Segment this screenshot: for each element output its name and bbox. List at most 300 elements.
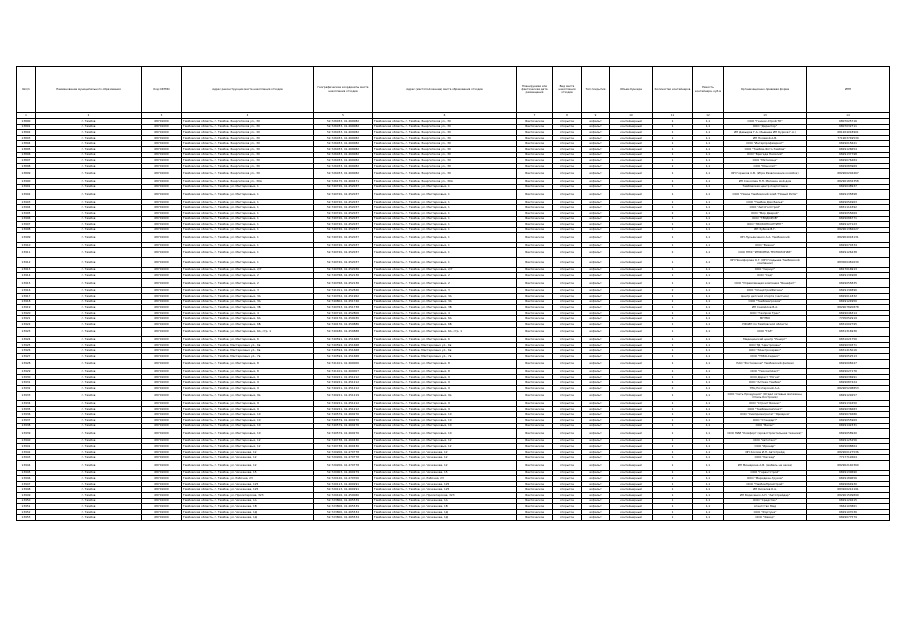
container-capacity-cell: 1,1 <box>693 288 724 294</box>
row-number: 13900 <box>17 178 36 184</box>
container-capacity-cell: 1,1 <box>693 227 724 233</box>
placement-date-cell: Фактическое <box>517 438 553 444</box>
placement-date-cell: Фактическое <box>517 242 553 248</box>
surface-type-cell: асфальт <box>582 401 610 407</box>
row-number: 13949 <box>17 493 36 499</box>
placement-date-cell: Фактическое <box>517 449 553 455</box>
site-type-cell: открытое <box>553 417 582 423</box>
source-address-cell: Тамбовская область, г. Тамбов, ул. Мастерковых, 9а <box>373 391 517 401</box>
municipality-cell: г. Тамбов <box>36 258 142 268</box>
site-address-cell: Тамбовская область, г. Тамбов, ул. Мастерковых, 10 <box>182 429 314 439</box>
bin-volume-cell: контейнерный <box>610 205 653 211</box>
source-address-cell: Тамбовская область, г. Тамбов, Энергетиков ул., 30 <box>373 119 517 125</box>
row-number: 13894 <box>17 141 36 147</box>
oktmo-cell: 68701000 <box>142 242 182 248</box>
surface-type-cell: асфальт <box>582 242 610 248</box>
site-address-cell: Тамбовская область, г. Тамбов, ул. Мастерковых, 12 <box>182 438 314 444</box>
col-header: Тип покрытия <box>582 67 610 113</box>
coordinates-cell: 52.740720, 41.452037 <box>314 205 373 211</box>
surface-type-cell: асфальт <box>582 406 610 412</box>
row-number: 13899 <box>17 169 36 179</box>
municipality-cell: г. Тамбов <box>36 493 142 499</box>
inn-cell: 6829011832 <box>807 294 890 300</box>
inn-cell: 6829083969 <box>807 163 890 169</box>
container-count-cell: 1 <box>653 205 693 211</box>
oktmo-cell: 68701000 <box>142 412 182 418</box>
municipality-cell: г. Тамбов <box>36 242 142 248</box>
placement-date-cell: Фактическое <box>517 222 553 228</box>
placement-date-cell: Фактическое <box>517 199 553 205</box>
inn-cell: 6829064930 <box>807 481 890 487</box>
row-number: 13940 <box>17 438 36 444</box>
coordinates-cell: 52.740716, 41.452806 <box>314 310 373 316</box>
site-type-cell: открытое <box>553 406 582 412</box>
site-address-cell: Тамбовская область, г. Тамбов, ул. Мастерковых, 4 <box>182 310 314 316</box>
organization-cell: Центр детской спорта (частное) <box>724 294 807 300</box>
site-address-cell: Тамбовская область, г. Тамбов, Энергетиков ул., 30 <box>182 163 314 169</box>
source-address-cell: Тамбовская область, г. Тамбов, ул. Чичканова, 12 <box>373 449 517 455</box>
row-number: 13936 <box>17 412 36 418</box>
bin-volume-cell: контейнерный <box>610 423 653 429</box>
site-type-cell: открытое <box>553 412 582 418</box>
container-capacity-cell: 1,1 <box>693 406 724 412</box>
table-row <box>17 190 890 200</box>
container-capacity-cell: 1,1 <box>693 470 724 476</box>
container-count-cell: 1 <box>653 184 693 190</box>
placement-date-cell: Фактическое <box>517 359 553 369</box>
bin-volume-cell: контейнерный <box>610 470 653 476</box>
site-address-cell: Тамбовская область, г. Тамбов, ул. Мастерковых, 1 <box>182 216 314 222</box>
organization-cell: ООО "СпецСтройРегион" <box>724 288 807 294</box>
site-address-cell: Тамбовская область, г. Тамбов, ул. Мастерковых, 10 <box>182 417 314 423</box>
inn-cell: 6829008247 <box>807 359 890 369</box>
site-address-cell: Тамбовская область, г. Тамбов, ул. Мастерковых, 8 <box>182 359 314 369</box>
surface-type-cell: асфальт <box>582 369 610 375</box>
site-type-cell: открытое <box>553 169 582 179</box>
coordinates-cell: 52.740768, 41.452036 <box>314 267 373 273</box>
row-number: 13923 <box>17 327 36 337</box>
site-address-cell: Тамбовская область, г. Тамбов, ул. Мастерковых, 2/7 <box>182 267 314 273</box>
source-address-cell: Тамбовская область, г. Тамбов, ул. Мастерковых, 6Б <box>373 322 517 328</box>
organization-cell: ООО "Меридиан-Грузов" <box>724 476 807 482</box>
surface-type-cell: асфальт <box>582 493 610 499</box>
oktmo-cell: 68701000 <box>142 227 182 233</box>
container-capacity-cell: 1,1 <box>693 461 724 471</box>
municipality-cell: г. Тамбов <box>36 222 142 228</box>
column-number: 7 <box>517 113 553 119</box>
site-type-cell: открытое <box>553 493 582 499</box>
registry-sheet <box>16 66 889 521</box>
source-address-cell: Тамбовская область, г. Тамбов, Мастерковых ул., 6в <box>373 348 517 354</box>
organization-cell: ТРЦ Почтарский А.А. <box>724 385 807 391</box>
container-capacity-cell: 1,1 <box>693 380 724 386</box>
surface-type-cell: асфальт <box>582 227 610 233</box>
oktmo-cell: 68701000 <box>142 322 182 328</box>
organization-cell: ООО "Управляющая компания "Бенефит" <box>724 278 807 288</box>
municipality-cell: г. Тамбов <box>36 515 142 521</box>
coordinates-cell: 52.740768, 41.452136 <box>314 278 373 288</box>
coordinates-cell: 52.740720, 41.452037 <box>314 242 373 248</box>
organization-cell: ИП Борисенко А.Н. "Автотрейдер" <box>724 493 807 499</box>
row-number: 13906 <box>17 216 36 222</box>
municipality-cell: г. Тамбов <box>36 470 142 476</box>
oktmo-cell: 68701000 <box>142 493 182 499</box>
site-type-cell: открытое <box>553 461 582 471</box>
column-number: 13 <box>724 113 807 119</box>
container-count-cell: 1 <box>653 141 693 147</box>
col-header: Объем бункера <box>610 67 653 113</box>
oktmo-cell: 68701000 <box>142 470 182 476</box>
site-type-cell: открытое <box>553 222 582 228</box>
organization-cell: ООО "Сеть Продукция" (Отдел сетевые магазины, Отель Кострома) <box>724 391 807 401</box>
container-count-cell: 1 <box>653 199 693 205</box>
source-address-cell: Тамбовская область, г. Тамбов, ул. Мастерковых, 4 <box>373 310 517 316</box>
organization-cell: ООО "Метелица" <box>724 158 807 164</box>
organization-cell: ООО "Иренар" <box>724 444 807 450</box>
placement-date-cell: Фактическое <box>517 515 553 521</box>
oktmo-cell: 68701000 <box>142 258 182 268</box>
container-count-cell: 2 <box>653 248 693 258</box>
placement-date-cell: Фактическое <box>517 337 553 343</box>
container-count-cell: 1 <box>653 178 693 184</box>
inn-cell: 7705052919 <box>807 316 890 322</box>
container-capacity-cell: 1,1 <box>693 305 724 311</box>
site-address-cell: Тамбовская область, г. Тамбов, ул. Мастерковых, 10 <box>182 423 314 429</box>
site-type-cell: открытое <box>553 119 582 125</box>
inn-cell: 6829054963 <box>807 199 890 205</box>
coordinates-cell: 52.720206, 41.470778 <box>314 455 373 461</box>
source-address-cell: Тамбовская область, г. Тамбов, ул. Мастерковых, 1 <box>373 233 517 243</box>
oktmo-cell: 68701000 <box>142 444 182 450</box>
source-address-cell: Тамбовская область, г. Тамбов, ул. Чичканова, 125 <box>373 481 517 487</box>
inn-cell: 682900204467 <box>807 169 890 179</box>
col-header: Адрес (местоположение) места образования отходов <box>373 67 517 113</box>
row-number: 13921 <box>17 316 36 322</box>
container-capacity-cell: 1,1 <box>693 310 724 316</box>
bin-volume-cell: контейнерный <box>610 152 653 158</box>
organization-cell: ООО "Газпром Трак" <box>724 310 807 316</box>
oktmo-cell: 68701000 <box>142 438 182 444</box>
row-number: 13930 <box>17 374 36 380</box>
placement-date-cell: Фактическое <box>517 322 553 328</box>
container-capacity-cell: 1,1 <box>693 119 724 125</box>
organization-cell: ООО "Генчик-Строй ТК" <box>724 119 807 125</box>
placement-date-cell: Фактическое <box>517 146 553 152</box>
source-address-cell: Тамбовская область, г. Тамбов, ул. Мастерковых, 3А <box>373 294 517 300</box>
container-capacity-cell: 1,1 <box>693 385 724 391</box>
site-address-cell: Тамбовская область, г. Тамбов, ул. Мастерковых, 1 <box>182 210 314 216</box>
coordinates-cell: 52.740802, 41.451746 <box>314 299 373 305</box>
site-address-cell: Тамбовская область, г. Тамбов, Энергетиков ул., 30 <box>182 158 314 164</box>
row-number: 13913 <box>17 267 36 273</box>
organization-cell: ООО "Автотекс" <box>724 438 807 444</box>
site-address-cell: Тамбовская область, г. Тамбов, ул. Мастерковых, 10 <box>182 412 314 418</box>
site-address-cell: Тамбовская область, г. Тамбов, ул. Мастерковых, 3Б <box>182 305 314 311</box>
container-count-cell: 2 <box>653 288 693 294</box>
container-capacity-cell: 1,1 <box>693 353 724 359</box>
site-address-cell: Тамбовская область, г. Тамбов, ул. Чичканова, 1В <box>182 504 314 510</box>
organization-cell: ИП Хохлов И.Н. Автотрейд <box>724 449 807 455</box>
coordinates-cell: 52.726033, 41.460082 <box>314 141 373 147</box>
site-type-cell: открытое <box>553 146 582 152</box>
site-address-cell: Тамбовская область, г. Тамбов, ул. Чичканова, 125 <box>182 481 314 487</box>
surface-type-cell: асфальт <box>582 222 610 228</box>
oktmo-cell: 68701000 <box>142 423 182 429</box>
municipality-cell: г. Тамбов <box>36 130 142 136</box>
source-address-cell: Тамбовская область, г. Тамбов, ул. Мастерковых, 9 <box>373 401 517 407</box>
row-number: 13942 <box>17 449 36 455</box>
municipality-cell: г. Тамбов <box>36 273 142 279</box>
oktmo-cell: 68701000 <box>142 476 182 482</box>
surface-type-cell: асфальт <box>582 337 610 343</box>
surface-type-cell: асфальт <box>582 455 610 461</box>
container-count-cell: 1 <box>653 401 693 407</box>
bin-volume-cell: контейнерный <box>610 487 653 493</box>
col-header: Емкость контейнера, куб.м <box>693 67 724 113</box>
container-capacity-cell: 1,1 <box>693 438 724 444</box>
placement-date-cell: Фактическое <box>517 369 553 375</box>
municipality-cell: г. Тамбов <box>36 227 142 233</box>
site-type-cell: открытое <box>553 515 582 521</box>
bin-volume-cell: контейнерный <box>610 124 653 130</box>
bin-volume-cell: контейнерный <box>610 267 653 273</box>
surface-type-cell: асфальт <box>582 348 610 354</box>
bin-volume-cell: контейнерный <box>610 310 653 316</box>
source-address-cell: Тамбовская область, г. Тамбов, Энергетиков ул., 30 <box>373 163 517 169</box>
coordinates-cell: 52.740221, 41.451212 <box>314 406 373 412</box>
organization-cell: ООО "Стандарт" <box>724 417 807 423</box>
container-capacity-cell: 1,1 <box>693 135 724 141</box>
site-address-cell: Тамбовская область, г. Тамбов, ул. Мастерковых, 1 <box>182 222 314 228</box>
municipality-cell: г. Тамбов <box>36 337 142 343</box>
inn-cell: 6829070334 <box>807 242 890 248</box>
site-type-cell: открытое <box>553 374 582 380</box>
row-number: 13893 <box>17 135 36 141</box>
bin-volume-cell: контейнерный <box>610 509 653 515</box>
container-count-cell: 1 <box>653 158 693 164</box>
container-count-cell: 1 <box>653 353 693 359</box>
coordinates-cell: 52.740720, 41.452037 <box>314 227 373 233</box>
site-address-cell: Тамбовская область, г. Тамбов, ул. Мастерковых, 8 <box>182 369 314 375</box>
municipality-cell: г. Тамбов <box>36 509 142 515</box>
row-number: 13896 <box>17 152 36 158</box>
coordinates-cell: 52.740594, 41.451668 <box>314 348 373 354</box>
bin-volume-cell: контейнерный <box>610 299 653 305</box>
inn-cell: 6831114392 <box>807 205 890 211</box>
placement-date-cell: Фактическое <box>517 184 553 190</box>
row-number: 13917 <box>17 294 36 300</box>
container-count-cell: 1 <box>653 509 693 515</box>
site-type-cell: открытое <box>553 449 582 455</box>
organization-cell: ООО "Химпромагрегат "Ярмарка" <box>724 412 807 418</box>
bin-volume-cell: контейнерный <box>610 417 653 423</box>
inn-cell: 3664103861 <box>807 504 890 510</box>
placement-date-cell: Фактическое <box>517 417 553 423</box>
inn-cell: 682901509899 <box>807 493 890 499</box>
site-address-cell: Тамбовская область, г. Тамбов, Мастерковых ул., 6в <box>182 348 314 354</box>
placement-date-cell: Фактическое <box>517 455 553 461</box>
coordinates-cell: 52.740579, 41.460276 <box>314 417 373 423</box>
site-type-cell: открытое <box>553 391 582 401</box>
placement-date-cell: Фактическое <box>517 294 553 300</box>
row-number: 13947 <box>17 481 36 487</box>
row-number: 13891 <box>17 124 36 130</box>
container-capacity-cell: 1,1 <box>693 278 724 288</box>
oktmo-cell: 68701000 <box>142 498 182 504</box>
coordinates-cell: 52.740221, 41.451219 <box>314 391 373 401</box>
coordinates-cell: 52.740720, 41.452037 <box>314 190 373 200</box>
bin-volume-cell: контейнерный <box>610 391 653 401</box>
coordinates-cell: 52.740594, 41.451668 <box>314 342 373 348</box>
oktmo-cell: 68701000 <box>142 199 182 205</box>
source-address-cell: Тамбовская область, г. Тамбов, ул. Мастерковых, 1 <box>373 242 517 248</box>
coordinates-cell: 52.740221, 41.451212 <box>314 374 373 380</box>
site-address-cell: Тамбовская область, г. Тамбов, ул. Чичканова, 12 <box>182 461 314 471</box>
site-address-cell: Тамбовская область, г. Тамбов, ул. Рабочая, 23 <box>182 476 314 482</box>
oktmo-cell: 68701000 <box>142 152 182 158</box>
municipality-cell: г. Тамбов <box>36 327 142 337</box>
surface-type-cell: асфальт <box>582 190 610 200</box>
oktmo-cell: 68701000 <box>142 216 182 222</box>
municipality-cell: г. Тамбов <box>36 412 142 418</box>
site-type-cell: открытое <box>553 278 582 288</box>
row-number: 13952 <box>17 509 36 515</box>
source-address-cell: Тамбовская область, г. Тамбов, ул. Чичканова, 12 <box>373 455 517 461</box>
coordinates-cell: 52.740180, 41.450888 <box>314 327 373 337</box>
surface-type-cell: асфальт <box>582 119 610 125</box>
municipality-cell: г. Тамбов <box>36 353 142 359</box>
inn-cell: 6831002795 <box>807 322 890 328</box>
bin-volume-cell: контейнерный <box>610 158 653 164</box>
row-number: 13943 <box>17 455 36 461</box>
container-capacity-cell: 1,1 <box>693 222 724 228</box>
placement-date-cell: Фактическое <box>517 406 553 412</box>
inn-cell: 6829048937 <box>807 184 890 190</box>
municipality-cell: г. Тамбов <box>36 199 142 205</box>
bin-volume-cell: контейнерный <box>610 515 653 521</box>
source-address-cell: Тамбовская область, г. Тамбов, ул. Мастерковых, 9 <box>373 380 517 386</box>
container-capacity-cell: 1,1 <box>693 141 724 147</box>
row-number: 13897 <box>17 158 36 164</box>
site-address-cell: Тамбовская область, г. Тамбов, ул. Мастерковых, 9 <box>182 374 314 380</box>
bin-volume-cell: контейнерный <box>610 141 653 147</box>
container-capacity-cell: 1,1 <box>693 515 724 521</box>
container-count-cell: 1 <box>653 498 693 504</box>
surface-type-cell: асфальт <box>582 141 610 147</box>
column-number: 9 <box>582 113 610 119</box>
organization-cell: ООО Дорест "Югни" <box>724 374 807 380</box>
row-number: 13931 <box>17 380 36 386</box>
site-address-cell: Тамбовская область, г. Тамбов, ул. Мастерковых, 1 <box>182 242 314 248</box>
col-header: Географические координаты места накопления отходов <box>314 67 373 113</box>
column-number: 11 <box>653 113 693 119</box>
surface-type-cell: асфальт <box>582 380 610 386</box>
col-header: Вид места накопления отходов <box>553 67 582 113</box>
municipality-cell: г. Тамбов <box>36 417 142 423</box>
source-address-cell: Тамбовская область, г. Тамбов, ул. Мастерковых, 10 <box>373 417 517 423</box>
source-address-cell: Тамбовская область, г. Тамбов, ул. Мастерковых, 10 <box>373 423 517 429</box>
inn-cell: 6829126438 <box>807 248 890 258</box>
site-address-cell: Тамбовская область, г. Тамбов, ул. Мастерковых, 6А <box>182 316 314 322</box>
source-address-cell: Тамбовская область, г. Тамбов, Мастерковых ул., 7в <box>373 353 517 359</box>
site-type-cell: открытое <box>553 498 582 504</box>
container-capacity-cell: 1,1 <box>693 242 724 248</box>
bin-volume-cell: контейнерный <box>610 294 653 300</box>
source-address-cell: Тамбовская область, г. Тамбов, Мастерковых ул., 6в <box>373 342 517 348</box>
placement-date-cell: Фактическое <box>517 216 553 222</box>
row-number: 13902 <box>17 190 36 200</box>
oktmo-cell: 68701000 <box>142 337 182 343</box>
row-number: 13929 <box>17 369 36 375</box>
oktmo-cell: 68701000 <box>142 504 182 510</box>
coordinates-cell: 52.740720, 41.452037 <box>314 210 373 216</box>
inn-cell: 6829135898 <box>807 190 890 200</box>
placement-date-cell: Фактическое <box>517 135 553 141</box>
oktmo-cell: 68701000 <box>142 380 182 386</box>
coordinates-cell: 52.720003, 41.460279 <box>314 470 373 476</box>
source-address-cell: Тамбовская область, г. Тамбов, ул. Чичканова, 1Д <box>373 515 517 521</box>
placement-date-cell: Фактическое <box>517 487 553 493</box>
placement-date-cell: Фактическое <box>517 374 553 380</box>
source-address-cell: Тамбовская область, г. Тамбов, ул. Мастерковых, 6 <box>373 337 517 343</box>
surface-type-cell: асфальт <box>582 310 610 316</box>
coordinates-cell: 52.740579, 41.460276 <box>314 423 373 429</box>
site-address-cell: Тамбовская область, г. Тамбов, ул. Мастерковых, 1 <box>182 258 314 268</box>
surface-type-cell: асфальт <box>582 342 610 348</box>
site-type-cell: открытое <box>553 444 582 450</box>
placement-date-cell: Фактическое <box>517 205 553 211</box>
site-type-cell: открытое <box>553 141 582 147</box>
site-address-cell: Тамбовская область, г. Тамбов, ул. Мастерковых, 3А <box>182 294 314 300</box>
column-number: 6 <box>373 113 517 119</box>
container-capacity-cell: 1,1 <box>693 337 724 343</box>
surface-type-cell: асфальт <box>582 515 610 521</box>
row-number: 13916 <box>17 288 36 294</box>
container-count-cell: 1 <box>653 146 693 152</box>
organization-cell: ООО "ТамбовПромСтрой" <box>724 481 807 487</box>
row-number: 13907 <box>17 222 36 228</box>
organization-cell: ООО "Директор" <box>724 124 807 130</box>
surface-type-cell: асфальт <box>582 423 610 429</box>
site-type-cell: открытое <box>553 481 582 487</box>
inn-cell: 6829124950 <box>807 299 890 305</box>
coordinates-cell: 52.726033, 41.460082 <box>314 146 373 152</box>
placement-date-cell: Фактическое <box>517 509 553 515</box>
container-capacity-cell: 1,1 <box>693 130 724 136</box>
site-type-cell: открытое <box>553 158 582 164</box>
bin-volume-cell: контейнерный <box>610 461 653 471</box>
municipality-cell: г. Тамбов <box>36 423 142 429</box>
placement-date-cell: Фактическое <box>517 412 553 418</box>
source-address-cell: Тамбовская область, г. Тамбов, ул. Мастерковых, 9 <box>373 406 517 412</box>
bin-volume-cell: контейнерный <box>610 348 653 354</box>
site-address-cell: Тамбовская область, г. Тамбов, ул. Мастерковых, 9 <box>182 401 314 407</box>
placement-date-cell: Фактическое <box>517 444 553 450</box>
row-number: 13951 <box>17 504 36 510</box>
municipality-cell: г. Тамбов <box>36 438 142 444</box>
site-type-cell: открытое <box>553 509 582 515</box>
oktmo-cell: 68701000 <box>142 278 182 288</box>
municipality-cell: г. Тамбов <box>36 163 142 169</box>
oktmo-cell: 68701000 <box>142 391 182 401</box>
source-address-cell: Тамбовская область, г. Тамбов, Энергетиков ул., 30 <box>373 141 517 147</box>
surface-type-cell: асфальт <box>582 498 610 504</box>
row-number: 13950 <box>17 498 36 504</box>
table-row <box>17 429 890 439</box>
municipality-cell: г. Тамбов <box>36 429 142 439</box>
col-header: Адрес реконструкции места накопления отходов <box>182 67 314 113</box>
inn-cell: 6829074686 <box>807 412 890 418</box>
